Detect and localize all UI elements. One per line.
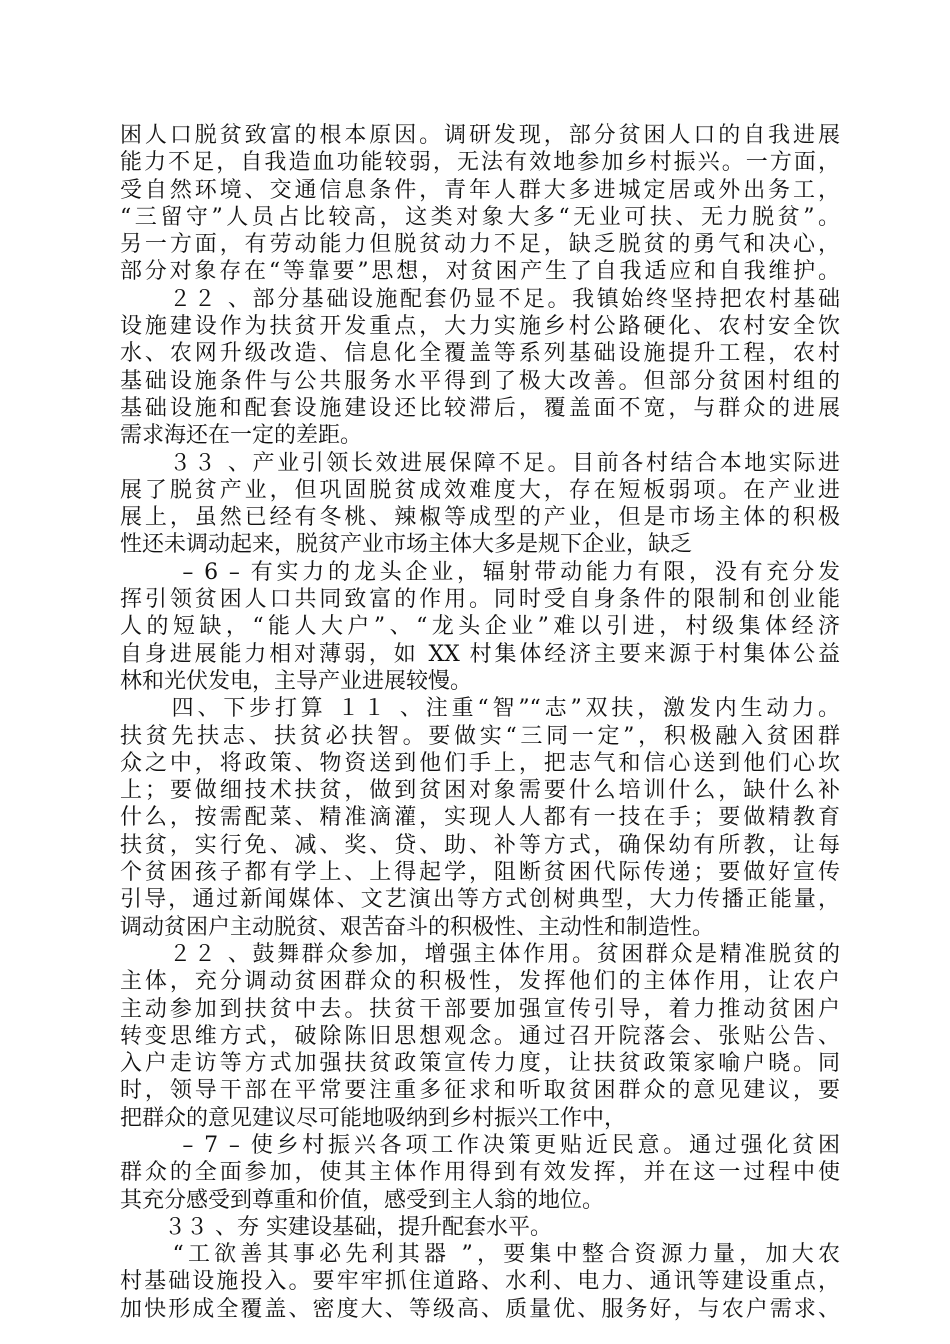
text-line: 基础设施和配套设施建设还比较滞后，覆盖面不宽，与群众的进展 — [120, 395, 840, 421]
text-line: 扶贫先扶志、扶贫必扶智。要做实“三同一定”，积极融入贫困群 — [120, 723, 840, 749]
text-line: ２２ 、鼓舞群众参加，增强主体作用。贫困群众是精准脱贫的 — [120, 941, 840, 967]
text-line: 林和光伏发电，主导产业进展较慢。 — [120, 668, 473, 694]
text-line: 困人口脱贫致富的根本原因。调研发现，部分贫困人口的自我进展 — [120, 123, 840, 148]
text-line: 部分对象存在“等靠要”思想，对贫困产生了自我适应和自我维护。 — [120, 259, 840, 285]
text-line: 什么，按需配菜、精准滴灌，实现人人都有一技在手；要做精教育 — [120, 805, 840, 831]
text-line: ２２ 、部分基础设施配套仍显不足。我镇始终坚持把农村基础 — [120, 286, 840, 312]
text-line: 展了脱贫产业，但巩固脱贫成效难度大，存在短板弱项。在产业进 — [120, 477, 840, 503]
text-line: 村基础设施投入。要牢牢抓住道路、水利、电力、通讯等建设重点， — [120, 1269, 840, 1295]
body-text — [120, 122, 840, 1323]
text-line: 需求海还在一定的差距。 — [120, 423, 363, 449]
text-line: 转变思维方式，破除陈旧思想观念。通过召开院落会、张贴公告、 — [120, 1023, 840, 1049]
text-line: 主动参加到扶贫中去。扶贫干部要加强宣传引导，着力推动贫困户 — [120, 996, 840, 1022]
text-line: 主体，充分调动贫困群众的积极性，发挥他们的主体作用，让农户 — [120, 969, 840, 995]
text-line: – 6 – 有实力的龙头企业，辐射带动能力有限，没有充分发 — [120, 559, 840, 585]
text-line: 时，领导干部在平常要注重多征求和听取贫困群众的意见建议，要 — [120, 1078, 840, 1104]
text-line: 群众的全面参加，使其主体作用得到有效发挥，并在这一过程中使 — [120, 1160, 840, 1186]
text-line: 基础设施条件与公共服务水平得到了极大改善。但部分贫困村组的 — [120, 368, 840, 394]
text-line: 另一方面，有劳动能力但脱贫动力不足，缺乏脱贫的勇气和决心， — [120, 232, 840, 258]
text-line: 上；要做细技术扶贫，做到贫困对象需要什么培训什么，缺什么补 — [120, 778, 840, 804]
text-line: 性还未调动起来，脱贫产业市场主体大多是规下企业，缺乏 — [120, 532, 693, 558]
text-line: “三留守”人员占比较高，这类对象大多“无业可扶、无力脱贫”。 — [120, 204, 840, 230]
text-line: 扶贫，实行免、减、奖、贷、助、补等方式，确保幼有所教，让每 — [120, 832, 840, 858]
text-line: ３３ 、产业引领长效进展保障不足。目前各村结合本地实际进 — [120, 450, 840, 476]
text-line: 引导，通过新闻媒体、文艺演出等方式创树典型，大力传播正能量， — [120, 887, 840, 913]
text-line: 加快形成全覆盖、密度大、等级高、质量优、服务好，与农户需求、 — [120, 1296, 840, 1322]
text-line: 四、下步打算 １１ 、注重“智”“志”双扶，激发内生动力。 — [120, 696, 840, 722]
text-line: 入户走访等方式加强扶贫政策宣传力度，让扶贫政策家喻户晓。同 — [120, 1051, 840, 1077]
text-line: 展上，虽然已经有冬桃、辣椒等成型的产业，但是市场主体的积极 — [120, 505, 840, 531]
text-line: 众之中，将政策、物资送到他们手上，把志气和信心送到他们心坎 — [120, 750, 840, 776]
text-line: 设施建设作为扶贫开发重点，大力实施乡村公路硬化、农村安全饮 — [120, 314, 840, 340]
text-line: 挥引领贫困人口共同致富的作用。同时受自身条件的限制和创业能 — [120, 587, 840, 613]
text-line: – 7 – 使乡村振兴各项工作决策更贴近民意。通过强化贫困 — [120, 1132, 840, 1158]
text-line: 把群众的意见建议尽可能地吸纳到乡村振兴工作中， — [120, 1105, 627, 1131]
text-line: 调动贫困户主动脱贫、艰苦奋斗的积极性、主动性和制造性。 — [120, 914, 715, 940]
text-line: ３３ 、夯 实建设基础，提升配套水平。 — [120, 1214, 552, 1240]
text-line: 个贫困孩子都有学上、上得起学，阻断贫困代际传递；要做好宣传 — [120, 860, 840, 886]
text-line: 能力不足，自我造血功能较弱，无法有效地参加乡村振兴。一方面， — [120, 150, 840, 176]
text-line: 水、农网升级改造、信息化全覆盖等系列基础设施提升工程，农村 — [120, 341, 840, 367]
text-line: 人的短缺，“能人大户”、“龙头企业”难以引进，村级集体经济 — [120, 614, 840, 640]
text-line: 其充分感受到尊重和价值，感受到主人翁的地位。 — [120, 1187, 605, 1213]
text-line: 受自然环境、交通信息条件，青年人群大多进城定居或外出务工， — [120, 177, 840, 203]
text-line: 自身进展能力相对薄弱，如 XX 村集体经济主要来源于村集体公益 — [120, 641, 840, 667]
text-line: “工欲善其事必先利其器 ”，要集中整合资源力量，加大农 — [120, 1242, 840, 1268]
